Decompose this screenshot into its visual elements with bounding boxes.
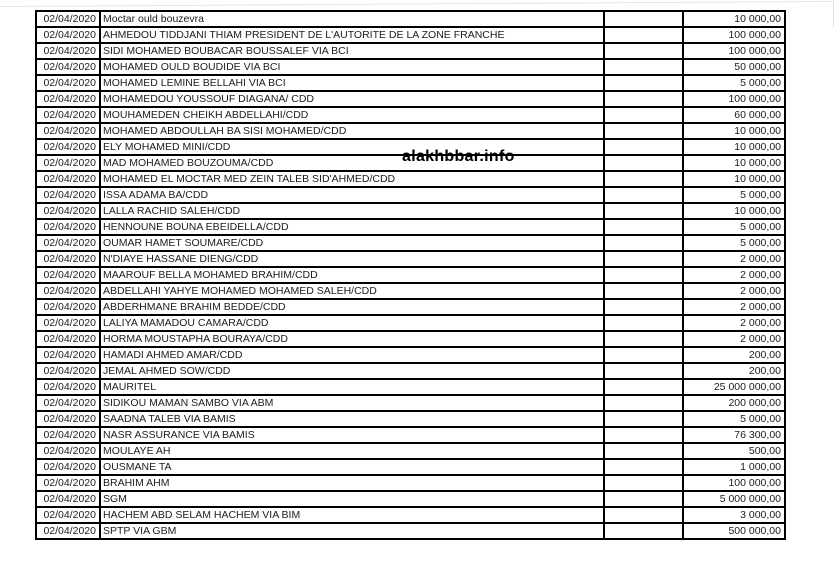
amount-cell: 100 000,00 <box>683 475 785 491</box>
table-row <box>36 43 785 59</box>
amount-cell: 200 000,00 <box>683 395 785 411</box>
table-row <box>36 75 785 91</box>
empty-cell <box>604 107 683 123</box>
empty-cell <box>604 315 683 331</box>
amount-cell: 2 000,00 <box>683 315 785 331</box>
beneficiary-cell: SPTP VIA GBM <box>100 523 604 539</box>
amount-cell: 500,00 <box>683 443 785 459</box>
amount-cell: 1 000,00 <box>683 459 785 475</box>
table-row <box>36 299 785 315</box>
date-cell: 02/04/2020 <box>36 395 100 411</box>
beneficiary-cell: MOUHAMEDEN CHEIKH ABDELLAHI/CDD <box>100 107 604 123</box>
date-cell: 02/04/2020 <box>36 91 100 107</box>
table-row <box>36 379 785 395</box>
table-row <box>36 443 785 459</box>
empty-cell <box>604 251 683 267</box>
beneficiary-cell: MOHAMEDOU YOUSSOUF DIAGANA/ CDD <box>100 91 604 107</box>
date-cell: 02/04/2020 <box>36 11 100 27</box>
empty-cell <box>604 203 683 219</box>
beneficiary-cell: MOHAMED EL MOCTAR MED ZEIN TALEB SID'AHMED/CDD <box>100 171 604 187</box>
empty-cell <box>604 91 683 107</box>
beneficiary-cell: MAD MOHAMED BOUZOUMA/CDD <box>100 155 604 171</box>
date-cell: 02/04/2020 <box>36 203 100 219</box>
date-cell: 02/04/2020 <box>36 283 100 299</box>
table-row <box>36 11 785 27</box>
date-cell: 02/04/2020 <box>36 43 100 59</box>
amount-cell: 2 000,00 <box>683 251 785 267</box>
date-cell: 02/04/2020 <box>36 459 100 475</box>
beneficiary-cell: BRAHIM AHM <box>100 475 604 491</box>
scan-edge-artifact-right <box>833 1 834 27</box>
amount-cell: 3 000,00 <box>683 507 785 523</box>
date-cell: 02/04/2020 <box>36 267 100 283</box>
empty-cell <box>604 139 683 155</box>
amount-cell: 10 000,00 <box>683 155 785 171</box>
table-row <box>36 27 785 43</box>
date-cell: 02/04/2020 <box>36 475 100 491</box>
beneficiary-cell: MOULAYE AH <box>100 443 604 459</box>
date-cell: 02/04/2020 <box>36 139 100 155</box>
beneficiary-cell: ABDERHMANE BRAHIM BEDDE/CDD <box>100 299 604 315</box>
beneficiary-cell: SIDI MOHAMED BOUBACAR BOUSSALEF VIA BCI <box>100 43 604 59</box>
amount-cell: 60 000,00 <box>683 107 785 123</box>
table-row <box>36 347 785 363</box>
beneficiary-cell: Moctar ould bouzevra <box>100 11 604 27</box>
table-row <box>36 187 785 203</box>
date-cell: 02/04/2020 <box>36 299 100 315</box>
table-row <box>36 107 785 123</box>
table-row <box>36 123 785 139</box>
date-cell: 02/04/2020 <box>36 187 100 203</box>
amount-cell: 200,00 <box>683 363 785 379</box>
empty-cell <box>604 27 683 43</box>
date-cell: 02/04/2020 <box>36 75 100 91</box>
table-row <box>36 363 785 379</box>
date-cell: 02/04/2020 <box>36 331 100 347</box>
transactions-table <box>35 10 786 540</box>
empty-cell <box>604 75 683 91</box>
date-cell: 02/04/2020 <box>36 427 100 443</box>
table-row <box>36 251 785 267</box>
beneficiary-cell: MOHAMED LEMINE BELLAHI VIA BCI <box>100 75 604 91</box>
amount-cell: 5 000,00 <box>683 411 785 427</box>
empty-cell <box>604 155 683 171</box>
empty-cell <box>604 235 683 251</box>
date-cell: 02/04/2020 <box>36 107 100 123</box>
amount-cell: 2 000,00 <box>683 331 785 347</box>
beneficiary-cell: MOHAMED OULD BOUDIDE VIA BCI <box>100 59 604 75</box>
empty-cell <box>604 187 683 203</box>
beneficiary-cell: MAAROUF BELLA MOHAMED BRAHIM/CDD <box>100 267 604 283</box>
table-row <box>36 427 785 443</box>
beneficiary-cell: NASR ASSURANCE VIA BAMIS <box>100 427 604 443</box>
table-row <box>36 59 785 75</box>
table-row <box>36 523 785 539</box>
date-cell: 02/04/2020 <box>36 27 100 43</box>
beneficiary-cell: ABDELLAHI YAHYE MOHAMED MOHAMED SALEH/CDD <box>100 283 604 299</box>
amount-cell: 500 000,00 <box>683 523 785 539</box>
empty-cell <box>604 43 683 59</box>
watermark: alakhbbar.info <box>402 148 515 165</box>
scan-edge-artifact-top <box>0 1 834 7</box>
empty-cell <box>604 379 683 395</box>
table-row <box>36 91 785 107</box>
amount-cell: 5 000,00 <box>683 75 785 91</box>
date-cell: 02/04/2020 <box>36 491 100 507</box>
amount-cell: 100 000,00 <box>683 43 785 59</box>
table-row <box>36 315 785 331</box>
empty-cell <box>604 171 683 187</box>
date-cell: 02/04/2020 <box>36 507 100 523</box>
empty-cell <box>604 11 683 27</box>
amount-cell: 2 000,00 <box>683 267 785 283</box>
table-row <box>36 267 785 283</box>
empty-cell <box>604 219 683 235</box>
table-row <box>36 283 785 299</box>
table-row <box>36 475 785 491</box>
amount-cell: 10 000,00 <box>683 123 785 139</box>
amount-cell: 2 000,00 <box>683 299 785 315</box>
beneficiary-cell: HACHEM ABD SELAM HACHEM VIA BIM <box>100 507 604 523</box>
empty-cell <box>604 491 683 507</box>
empty-cell <box>604 459 683 475</box>
beneficiary-cell: AHMEDOU TIDDJANI THIAM PRESIDENT DE L'AUTORITE DE LA ZONE FRANCHE <box>100 27 604 43</box>
beneficiary-cell: SIDIKOU MAMAN SAMBO VIA ABM <box>100 395 604 411</box>
amount-cell: 2 000,00 <box>683 283 785 299</box>
beneficiary-cell: OUMAR HAMET SOUMARE/CDD <box>100 235 604 251</box>
beneficiary-cell: MAURITEL <box>100 379 604 395</box>
empty-cell <box>604 411 683 427</box>
date-cell: 02/04/2020 <box>36 523 100 539</box>
amount-cell: 100 000,00 <box>683 27 785 43</box>
table-row <box>36 235 785 251</box>
beneficiary-cell: JEMAL AHMED SOW/CDD <box>100 363 604 379</box>
empty-cell <box>604 427 683 443</box>
amount-cell: 200,00 <box>683 347 785 363</box>
date-cell: 02/04/2020 <box>36 59 100 75</box>
empty-cell <box>604 475 683 491</box>
empty-cell <box>604 331 683 347</box>
empty-cell <box>604 523 683 539</box>
beneficiary-cell: ELY MOHAMED MINI/CDD <box>100 139 604 155</box>
beneficiary-cell: HAMADI AHMED AMAR/CDD <box>100 347 604 363</box>
date-cell: 02/04/2020 <box>36 379 100 395</box>
empty-cell <box>604 395 683 411</box>
beneficiary-cell: OUSMANE TA <box>100 459 604 475</box>
date-cell: 02/04/2020 <box>36 363 100 379</box>
empty-cell <box>604 123 683 139</box>
empty-cell <box>604 299 683 315</box>
beneficiary-cell: HORMA MOUSTAPHA BOURAYA/CDD <box>100 331 604 347</box>
beneficiary-cell: SGM <box>100 491 604 507</box>
amount-cell: 5 000 000,00 <box>683 491 785 507</box>
amount-cell: 10 000,00 <box>683 139 785 155</box>
beneficiary-cell: ISSA ADAMA BA/CDD <box>100 187 604 203</box>
table-row <box>36 491 785 507</box>
table-row <box>36 331 785 347</box>
empty-cell <box>604 347 683 363</box>
empty-cell <box>604 507 683 523</box>
empty-cell <box>604 283 683 299</box>
empty-cell <box>604 443 683 459</box>
beneficiary-cell: LALLA RACHID SALEH/CDD <box>100 203 604 219</box>
date-cell: 02/04/2020 <box>36 235 100 251</box>
empty-cell <box>604 267 683 283</box>
amount-cell: 5 000,00 <box>683 235 785 251</box>
empty-cell <box>604 59 683 75</box>
amount-cell: 25 000 000,00 <box>683 379 785 395</box>
table-row <box>36 411 785 427</box>
amount-cell: 10 000,00 <box>683 203 785 219</box>
table-row <box>36 395 785 411</box>
table-row <box>36 219 785 235</box>
beneficiary-cell: HENNOUNE BOUNA EBEIDELLA/CDD <box>100 219 604 235</box>
beneficiary-cell: MOHAMED ABDOULLAH BA SISI MOHAMED/CDD <box>100 123 604 139</box>
table-row <box>36 507 785 523</box>
amount-cell: 10 000,00 <box>683 171 785 187</box>
date-cell: 02/04/2020 <box>36 443 100 459</box>
table-row <box>36 171 785 187</box>
amount-cell: 50 000,00 <box>683 59 785 75</box>
beneficiary-cell: LALIYA MAMADOU CAMARA/CDD <box>100 315 604 331</box>
amount-cell: 5 000,00 <box>683 187 785 203</box>
date-cell: 02/04/2020 <box>36 219 100 235</box>
date-cell: 02/04/2020 <box>36 411 100 427</box>
amount-cell: 76 300,00 <box>683 427 785 443</box>
table-row <box>36 203 785 219</box>
table-row <box>36 459 785 475</box>
date-cell: 02/04/2020 <box>36 251 100 267</box>
amount-cell: 10 000,00 <box>683 11 785 27</box>
amount-cell: 5 000,00 <box>683 219 785 235</box>
date-cell: 02/04/2020 <box>36 315 100 331</box>
date-cell: 02/04/2020 <box>36 347 100 363</box>
table-body <box>36 11 785 539</box>
beneficiary-cell: SAADNA TALEB VIA BAMIS <box>100 411 604 427</box>
date-cell: 02/04/2020 <box>36 171 100 187</box>
amount-cell: 100 000,00 <box>683 91 785 107</box>
date-cell: 02/04/2020 <box>36 155 100 171</box>
date-cell: 02/04/2020 <box>36 123 100 139</box>
empty-cell <box>604 363 683 379</box>
beneficiary-cell: N'DIAYE HASSANE DIENG/CDD <box>100 251 604 267</box>
